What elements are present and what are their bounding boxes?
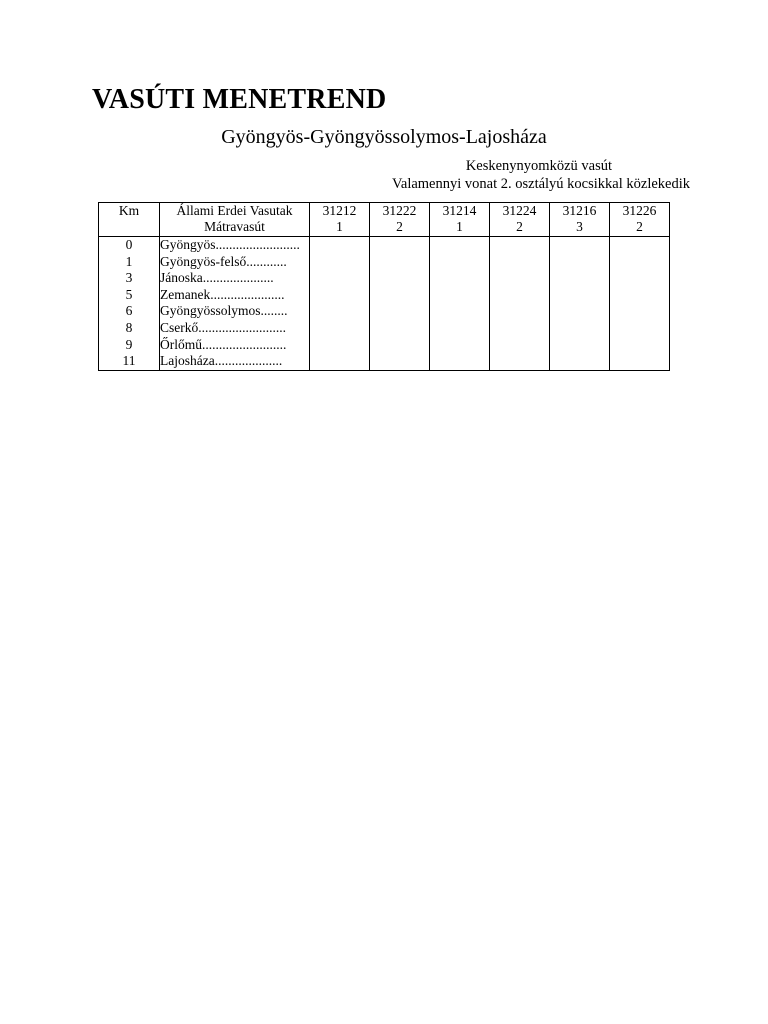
station-name: Zemanek...................... xyxy=(160,286,285,302)
km-value: 6 xyxy=(125,303,133,319)
train-class: 3 xyxy=(576,219,583,234)
company-name: Állami Erdei Vasutak xyxy=(176,203,293,218)
train-header xyxy=(610,203,670,237)
line-name: Mátravasút xyxy=(204,219,265,234)
station-name: Őrlőmű......................... xyxy=(160,336,287,352)
train-header xyxy=(550,203,610,237)
km-value: 5 xyxy=(125,286,133,302)
train-class: 2 xyxy=(636,219,643,234)
station-name: Gyöngyös......................... xyxy=(160,237,300,252)
train-class: 1 xyxy=(336,219,343,234)
train-time-cell xyxy=(610,237,670,371)
km-value: 3 xyxy=(125,270,133,286)
train-number: 31226 xyxy=(622,203,657,218)
train-number: 31214 xyxy=(442,203,477,218)
train-number: 31224 xyxy=(502,203,537,218)
station-column xyxy=(160,237,310,371)
train-number: 31212 xyxy=(322,203,357,218)
station-name: Gyöngyös-felső............ xyxy=(160,253,287,269)
company-header xyxy=(160,203,310,237)
train-time-cell xyxy=(430,237,490,371)
km-value: 1 xyxy=(125,253,133,269)
km-value: 11 xyxy=(122,353,136,369)
train-header xyxy=(490,203,550,237)
timetable-body-row xyxy=(99,237,670,371)
gauge-note: Keskenynyomközü vasút xyxy=(465,158,612,174)
train-header xyxy=(430,203,490,237)
station-name: Cserkő.......................... xyxy=(160,319,286,335)
train-header xyxy=(310,203,370,237)
train-time-cell xyxy=(310,237,370,371)
km-column xyxy=(99,237,160,371)
timetable xyxy=(98,202,670,371)
train-number: 31216 xyxy=(562,203,597,218)
train-class: 2 xyxy=(396,219,403,234)
station-name: Lajosháza.................... xyxy=(160,353,283,369)
page-title: VASÚTI MENETREND xyxy=(92,84,387,115)
km-value: 0 xyxy=(125,237,133,252)
station-name: Jánoska..................... xyxy=(160,270,274,286)
class-note: Valamennyi vonat 2. osztályú kocsikkal közlekedik xyxy=(392,176,690,192)
station-name: Gyöngyössolymos........ xyxy=(160,303,288,319)
train-time-cell xyxy=(490,237,550,371)
train-number: 31222 xyxy=(382,203,417,218)
km-value: 9 xyxy=(125,336,133,352)
train-time-cell xyxy=(370,237,430,371)
km-value: 8 xyxy=(125,319,133,335)
km-header: Km xyxy=(99,203,160,237)
timetable-header-row xyxy=(99,203,670,237)
train-header xyxy=(370,203,430,237)
train-time-cell xyxy=(550,237,610,371)
route-subtitle: Gyöngyös-Gyöngyössolymos-Lajosháza xyxy=(221,126,547,148)
train-class: 1 xyxy=(456,219,463,234)
train-class: 2 xyxy=(516,219,523,234)
